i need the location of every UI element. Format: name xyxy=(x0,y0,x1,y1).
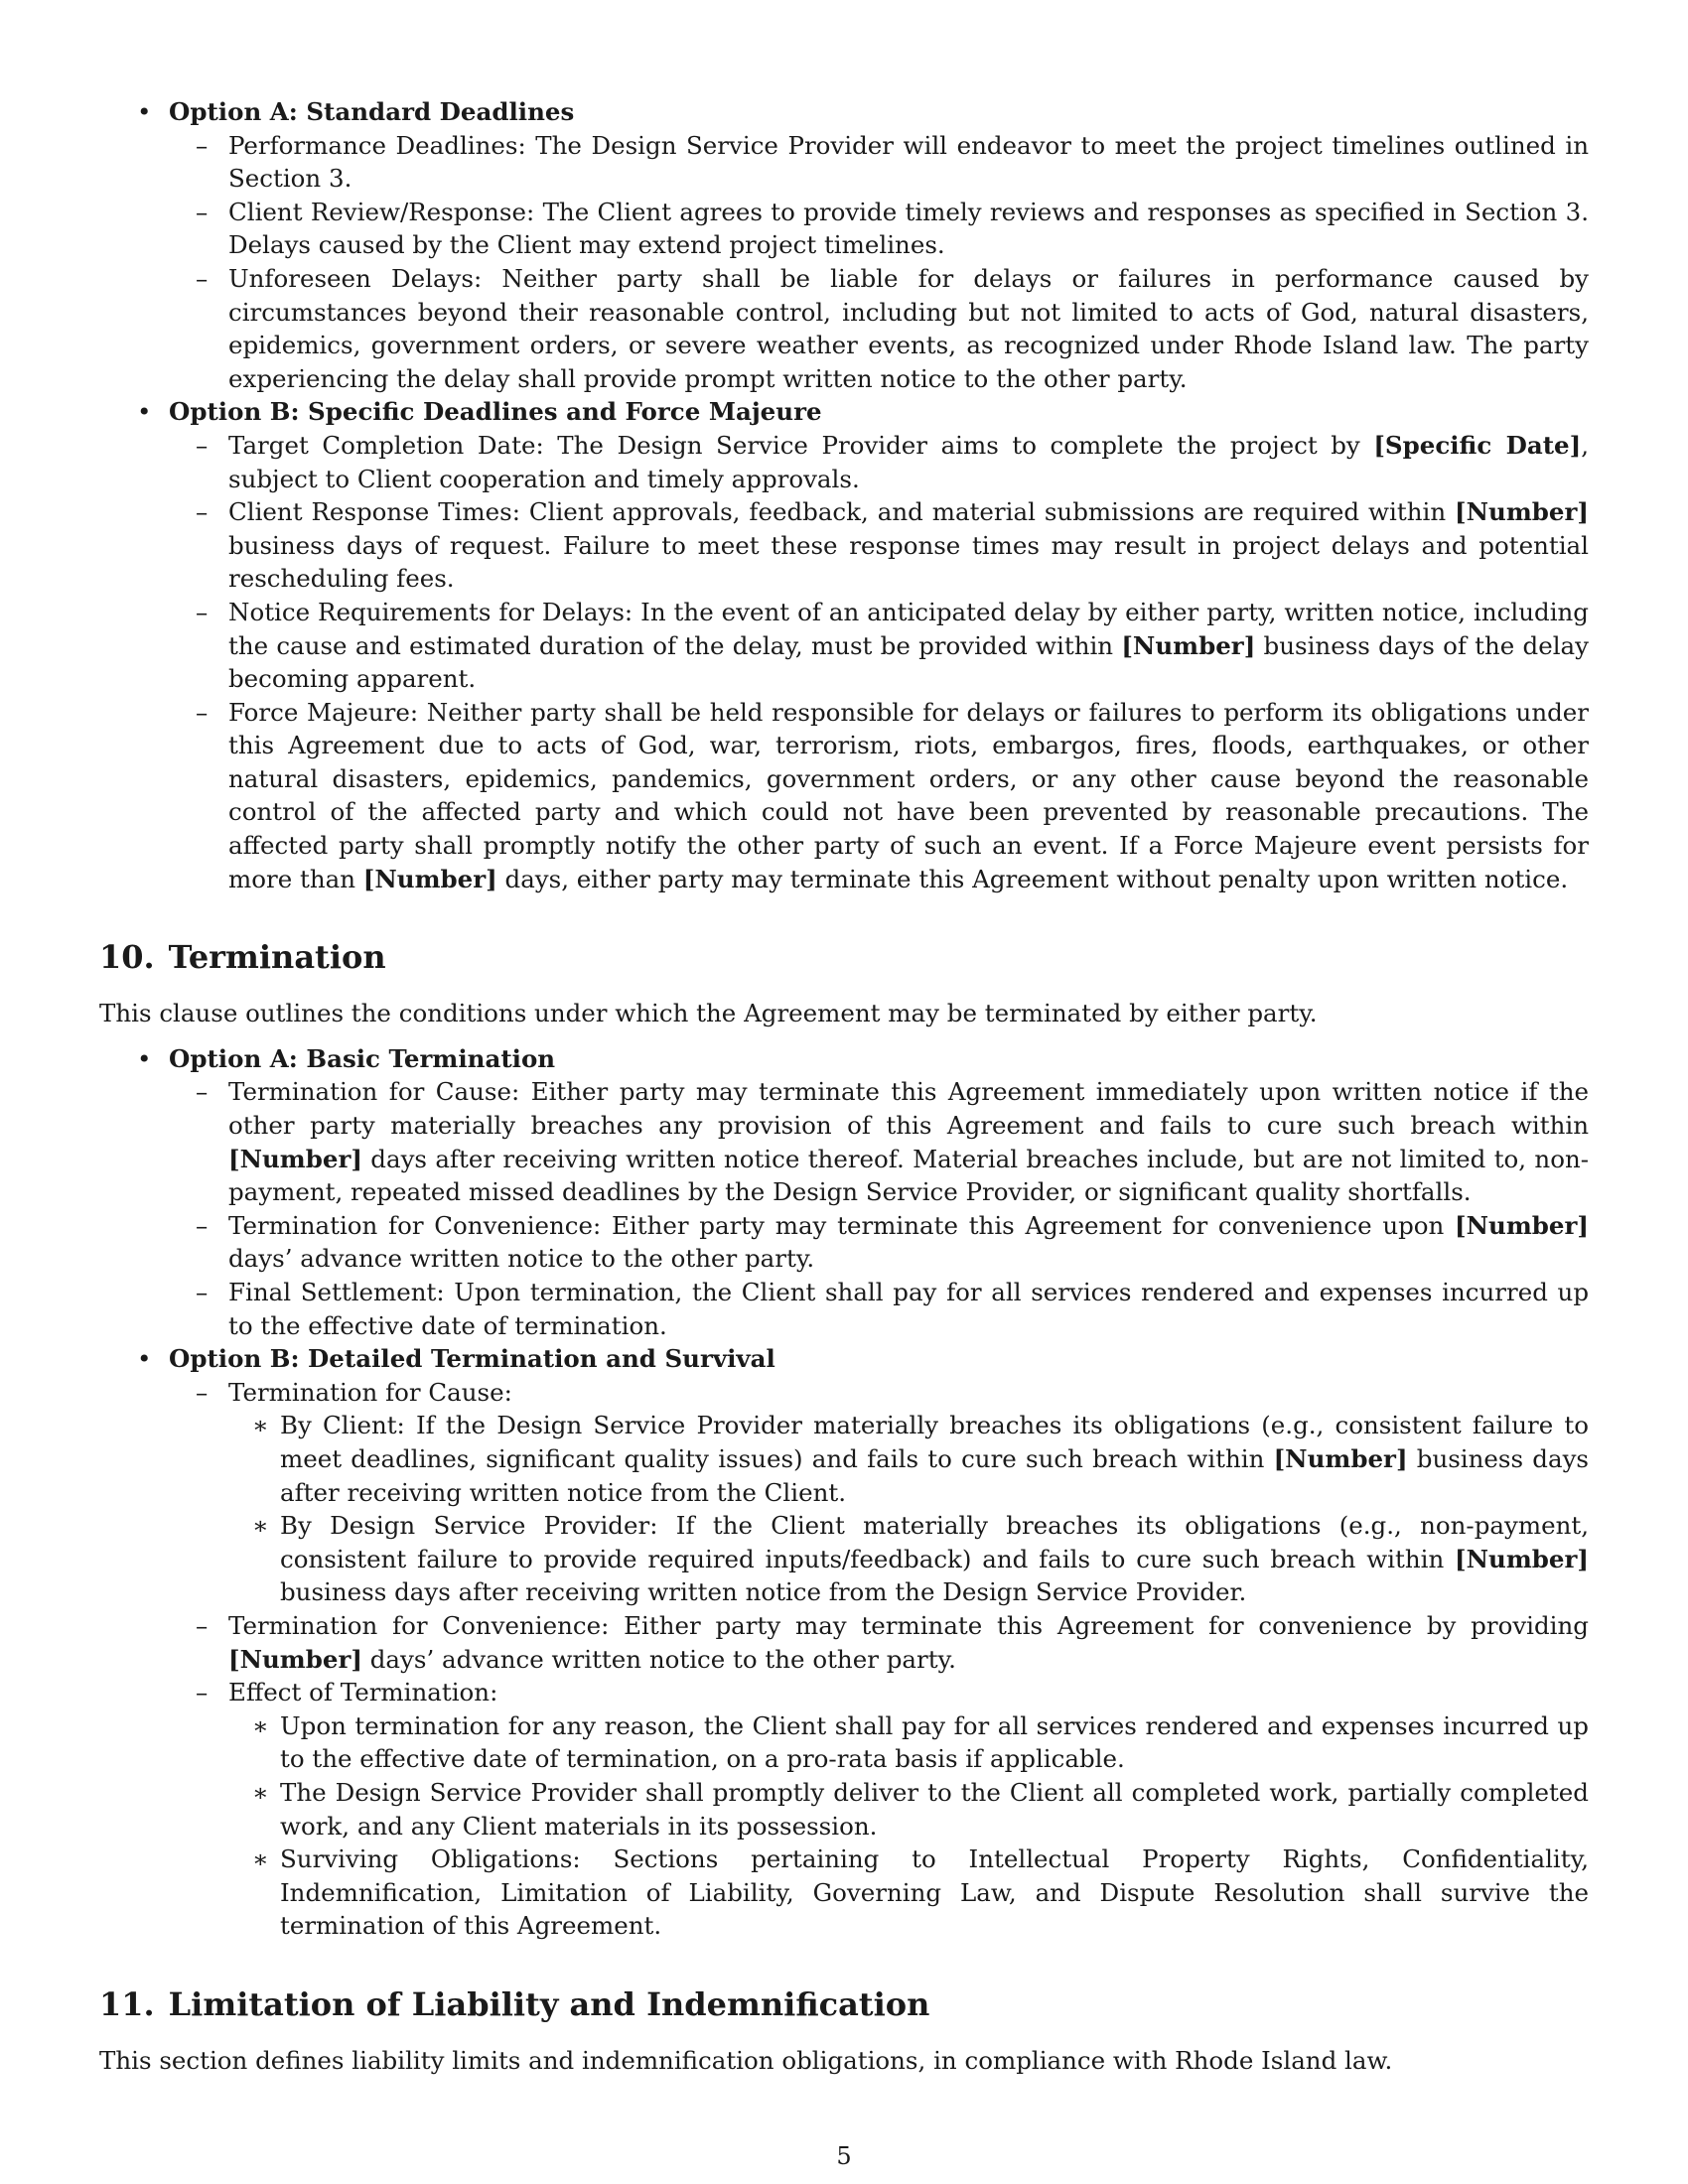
item-text: By Design Service Provider: If the Client materially breaches its obligations (e.g., non-payment, consistent failure to provide required inputs/feedback) and fails to cure such breach within xyxy=(280,1511,1589,1573)
placeholder-field: [Number] xyxy=(1455,1544,1589,1573)
star-marker: ∗ xyxy=(252,1710,269,1740)
item-text: Unforeseen Delays: Neither party shall be liable for delays or failures in performance caused by circumstances beyond their reasonable control, including but not limited to acts of God, natural disasters, epidemics, government orders, or severe weather events, as recognized under Rhode Island law. The party experiencing the delay shall provide prompt written notice to the other party. xyxy=(228,263,1589,393)
option-a-standard-deadlines xyxy=(99,95,1589,395)
item-text: Termination for Cause: xyxy=(228,1377,512,1407)
dash-marker: – xyxy=(196,130,209,160)
placeholder-field: [Number] xyxy=(1455,1210,1589,1240)
item-text: business days after receiving written notice from the Client. xyxy=(280,1443,1589,1507)
bullet-marker: • xyxy=(137,1344,152,1374)
item-text: business days after receiving written notice from the Design Service Provider. xyxy=(280,1577,1247,1607)
section-heading-termination xyxy=(99,937,1589,977)
list-item xyxy=(169,1676,1589,1943)
item-text: , subject to Client cooperation and timely approvals. xyxy=(228,430,1589,493)
item-text: By Client: If the Design Service Provider materially breaches its obligations (e.g., consistent failure to meet deadlines, significant quality issues) and fails to cure such breach within xyxy=(280,1411,1589,1473)
item-text: Upon termination for any reason, the Client shall pay for all services rendered and expenses incurred up to the effective date of termination, on a pro-rata basis if applicable. xyxy=(280,1710,1589,1774)
option-b-specific-deadlines xyxy=(99,395,1589,895)
list-item xyxy=(169,1209,1589,1276)
item-text: days’ advance written notice to the other party. xyxy=(228,1244,815,1274)
dash-marker: – xyxy=(196,430,209,460)
section-title: Limitation of Liability and Indemnification xyxy=(168,1984,930,2023)
item-text: Client Response Times: Client approvals, feedback, and material submissions are required within xyxy=(228,497,1456,527)
list-item xyxy=(169,429,1589,495)
section-intro: This section defines liability limits and indemnification obligations, in compliance with Rhode Island law. xyxy=(99,2045,1393,2075)
sub-list-item xyxy=(228,1509,1589,1609)
option-title: Option B: Detailed Termination and Survival xyxy=(169,1344,775,1374)
list-item xyxy=(169,196,1589,262)
section-title: Termination xyxy=(168,938,386,977)
placeholder-field: [Number] xyxy=(1273,1443,1408,1473)
star-marker: ∗ xyxy=(252,1511,269,1541)
dash-marker: – xyxy=(196,197,209,226)
list-item xyxy=(169,696,1589,896)
sub-items xyxy=(228,1709,1589,1943)
item-text: Final Settlement: Upon termination, the Client shall pay for all services rendered and expenses incurred up to the effective date of termination. xyxy=(228,1278,1589,1340)
star-marker: ∗ xyxy=(252,1411,269,1440)
dash-marker: – xyxy=(196,1278,209,1306)
bullet-marker: • xyxy=(137,1043,152,1073)
item-text: business days of request. Failure to meet these response times may result in project delays and potential rescheduling fees. xyxy=(228,530,1589,594)
item-text: Notice Requirements for Delays: In the event of an anticipated delay by either party, written notice, including the cause and estimated duration of the delay, must be provided within xyxy=(228,597,1589,660)
option-title: Option B: Specific Deadlines and Force Majeure xyxy=(169,397,822,427)
placeholder-field: [Number] xyxy=(228,1144,362,1173)
item-text: Termination for Convenience: Either party may terminate this Agreement for convenience by providing xyxy=(228,1610,1589,1640)
item-text: Target Completion Date: The Design Service Provider aims to complete the project by xyxy=(228,430,1374,460)
sub-list-item xyxy=(228,1776,1589,1843)
list-item xyxy=(169,262,1589,395)
placeholder-field: [Number] xyxy=(1455,497,1589,527)
placeholder-field: [Number] xyxy=(362,864,497,893)
section-heading-limitation-of-liability xyxy=(99,1984,1589,2024)
star-marker: ∗ xyxy=(252,1777,269,1807)
item-text: days’ advance written notice to the other party. xyxy=(361,1644,956,1674)
dash-marker: – xyxy=(196,1678,209,1707)
sub-list-item xyxy=(228,1843,1589,1943)
option-items xyxy=(169,1376,1589,1943)
section-intro: This clause outlines the conditions under which the Agreement may be terminated by either party. xyxy=(99,999,1318,1028)
list-item xyxy=(169,129,1589,196)
item-text: Force Majeure: Neither party shall be held responsible for delays or failures to perform its obligations under this Agreement due to acts of God, war, terrorism, riots, embargos, fires, floods, earthquakes, or other natural disasters, epidemics, pandemics, government orders, or any other cause beyond the reasonable control of the affected party and which could not have been prevented by reasonable precautions. The affected party shall promptly notify the other party of such an event. If a Force Majeure event persists for more than xyxy=(228,697,1589,893)
page-number: 5 xyxy=(836,2142,852,2170)
placeholder-field: [Specific Date] xyxy=(1373,430,1582,460)
dash-marker: – xyxy=(196,497,209,527)
sub-items xyxy=(228,1409,1589,1609)
placeholder-field: [Number] xyxy=(228,1644,362,1674)
option-items xyxy=(169,1075,1589,1342)
item-text: Performance Deadlines: The Design Service Provider will endeavor to meet the project timelines outlined in Section 3. xyxy=(228,130,1589,194)
bullet-marker: • xyxy=(137,397,152,427)
item-text: days, either party may terminate this Agreement without penalty upon written notice. xyxy=(496,864,1569,893)
item-text: days after receiving written notice thereof. Material breaches include, but are not limited to, non-payment, repeated missed deadlines by the Design Service Provider, or significant quality shortfalls. xyxy=(228,1144,1589,1207)
dash-marker: – xyxy=(196,1377,209,1407)
list-item xyxy=(169,1376,1589,1609)
sub-list-item xyxy=(228,1409,1589,1509)
dash-marker: – xyxy=(196,263,209,293)
item-text: Termination for Cause: Either party may terminate this Agreement immediately upon written notice if the other party materially breaches any provision of this Agreement and fails to cure such breach within xyxy=(228,1077,1589,1141)
option-title: Option A: Basic Termination xyxy=(169,1043,556,1073)
item-text: Surviving Obligations: Sections pertaining to Intellectual Property Rights, Confidentiality, Indemnification, Limitation of Liability, Governing Law, and Dispute Resolution shall survive the termination of this Agreement. xyxy=(280,1844,1589,1941)
list-item xyxy=(169,1609,1589,1676)
bullet-marker: • xyxy=(137,97,152,126)
dash-marker: – xyxy=(196,697,209,727)
dash-marker: – xyxy=(196,597,209,626)
option-a-basic-termination xyxy=(99,1042,1589,1342)
option-items xyxy=(169,429,1589,895)
item-text: business days of the delay becoming apparent. xyxy=(228,630,1589,694)
section-number: 11. xyxy=(99,1984,155,2023)
section9-options xyxy=(99,95,1589,895)
document-page xyxy=(99,95,1589,2089)
item-text: Client Review/Response: The Client agrees to provide timely reviews and responses as specified in Section 3. Delays caused by the Client may extend project timelines. xyxy=(228,197,1589,260)
list-item xyxy=(169,495,1589,596)
option-items xyxy=(169,129,1589,396)
list-item xyxy=(169,1276,1589,1342)
dash-marker: – xyxy=(196,1077,209,1107)
section10-options xyxy=(99,1042,1589,1943)
list-item xyxy=(169,596,1589,696)
list-item xyxy=(169,1075,1589,1208)
section-number: 10. xyxy=(99,938,155,977)
item-text: Termination for Convenience: Either party may terminate this Agreement for convenience upon xyxy=(228,1210,1456,1240)
option-b-detailed-termination xyxy=(99,1342,1589,1943)
placeholder-field: [Number] xyxy=(1121,630,1256,660)
dash-marker: – xyxy=(196,1210,209,1240)
option-title: Option A: Standard Deadlines xyxy=(169,97,575,126)
dash-marker: – xyxy=(196,1610,209,1640)
sub-list-item xyxy=(228,1709,1589,1776)
item-text: The Design Service Provider shall promptly deliver to the Client all completed work, partially completed work, and any Client materials in its possession. xyxy=(280,1777,1589,1841)
star-marker: ∗ xyxy=(252,1844,269,1874)
item-text: Effect of Termination: xyxy=(228,1678,498,1707)
